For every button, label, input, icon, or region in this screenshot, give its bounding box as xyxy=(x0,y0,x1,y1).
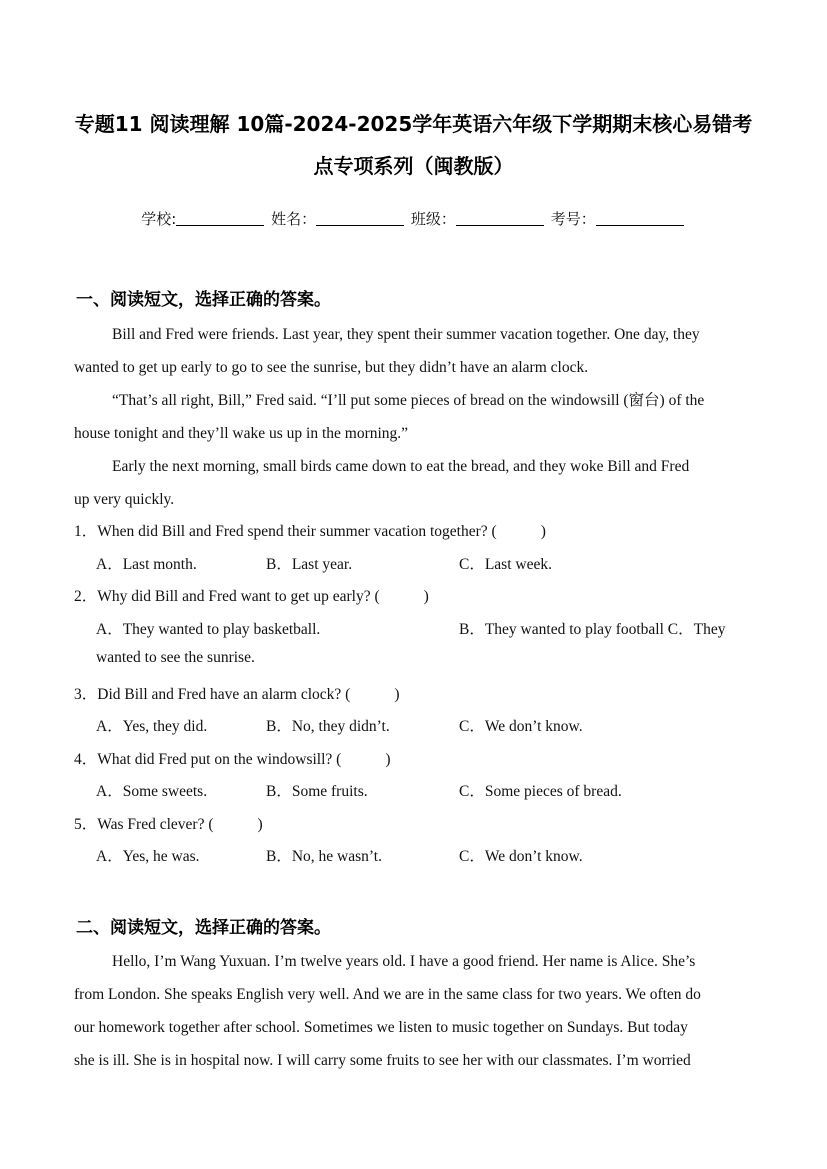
passage1-line: up very quickly. xyxy=(74,491,175,508)
exam-number-label: 考号： xyxy=(550,210,596,228)
close-paren: ) xyxy=(385,751,391,768)
q1-option-a[interactable]: A．Last month. xyxy=(96,556,197,573)
passage1-line: Bill and Fred were friends. Last year, they spent their summer vacation together. One day, they xyxy=(112,326,700,343)
close-paren: ) xyxy=(394,686,400,703)
question-5-text: 5．Was Fred clever? ( xyxy=(74,816,214,833)
title-line-1: 专题11 阅读理解 10篇-2024-2025学年英语六年级下学期期末核心易错考 xyxy=(74,112,753,136)
passage2-line: she is ill. She is in hospital now. I will carry some fruits to see her with our classmates. I’m worried xyxy=(74,1052,691,1069)
close-paren: ) xyxy=(257,816,263,833)
name-blank[interactable] xyxy=(316,211,404,226)
exam-number-blank[interactable] xyxy=(596,211,684,226)
q5-option-a[interactable]: A．Yes, he was. xyxy=(96,848,200,865)
passage1-line: “That’s all right, Bill,” Fred said. “I’ll put some pieces of bread on the windowsill (窗台) of the xyxy=(112,392,705,409)
q3-option-c[interactable]: C．We don’t know. xyxy=(459,718,583,735)
question-2 xyxy=(74,584,429,606)
question-4 xyxy=(74,747,391,769)
passage2-line: from London. She speaks English very well. And we are in the same class for two years. We often do xyxy=(74,986,701,1003)
close-paren: ) xyxy=(540,523,546,540)
q4-option-a[interactable]: A．Some sweets. xyxy=(96,783,208,800)
q5-option-c[interactable]: C．We don’t know. xyxy=(459,848,583,865)
class-label: 班级： xyxy=(410,210,456,228)
passage2-paragraph xyxy=(74,945,754,1077)
question-3-text: 3．Did Bill and Fred have an alarm clock? ( xyxy=(74,686,351,703)
section2-heading: 二、阅读短文，选择正确的答案。 xyxy=(76,918,331,938)
q2-option-b[interactable]: B．They wanted to play football C．They xyxy=(459,621,726,638)
school-blank[interactable] xyxy=(176,211,264,226)
question-3 xyxy=(74,682,400,704)
q4-option-b[interactable]: B．Some fruits. xyxy=(266,783,368,800)
class-blank[interactable] xyxy=(456,211,544,226)
q5-option-b[interactable]: B．No, he wasn’t. xyxy=(266,848,382,865)
q4-option-c[interactable]: C．Some pieces of bread. xyxy=(459,783,622,800)
q2-option-a[interactable]: A．They wanted to play basketball. xyxy=(96,621,321,638)
question-5 xyxy=(74,812,263,834)
question-4-text: 4．What did Fred put on the windowsill? ( xyxy=(74,751,342,768)
passage1-line: house tonight and they’ll wake us up in the morning.” xyxy=(74,425,409,442)
passage1-line: wanted to get up early to go to see the sunrise, but they didn’t have an alarm clock. xyxy=(74,359,589,376)
close-paren: ) xyxy=(423,588,429,605)
name-label: 姓名： xyxy=(271,210,317,228)
q3-option-a[interactable]: A．Yes, they did. xyxy=(96,718,208,735)
question-2-text: 2．Why did Bill and Fred want to get up early? ( xyxy=(74,588,380,605)
school-label: 学校: xyxy=(141,210,177,228)
passage1-paragraph1 xyxy=(74,318,754,516)
passage1-line: Early the next morning, small birds came down to eat the bread, and they woke Bill and Fred xyxy=(112,458,690,475)
passage2-line: our homework together after school. Sometimes we listen to music together on Sundays. But today xyxy=(74,1019,688,1036)
title-line-2: 点专项系列（闽教版） xyxy=(313,154,514,178)
q1-option-b[interactable]: B．Last year. xyxy=(266,556,353,573)
q2-option-c-continued[interactable]: wanted to see the sunrise. xyxy=(96,649,255,666)
section1-heading: 一、阅读短文，选择正确的答案。 xyxy=(76,290,331,310)
q3-option-b[interactable]: B．No, they didn’t. xyxy=(266,718,390,735)
question-1-text: 1．When did Bill and Fred spend their summer vacation together? ( xyxy=(74,523,497,540)
passage2-line: Hello, I’m Wang Yuxuan. I’m twelve years old. I have a good friend. Her name is Alice. She’s xyxy=(112,953,696,970)
question-1 xyxy=(74,519,546,541)
student-info-fields xyxy=(0,208,827,229)
q1-option-c[interactable]: C．Last week. xyxy=(459,556,552,573)
